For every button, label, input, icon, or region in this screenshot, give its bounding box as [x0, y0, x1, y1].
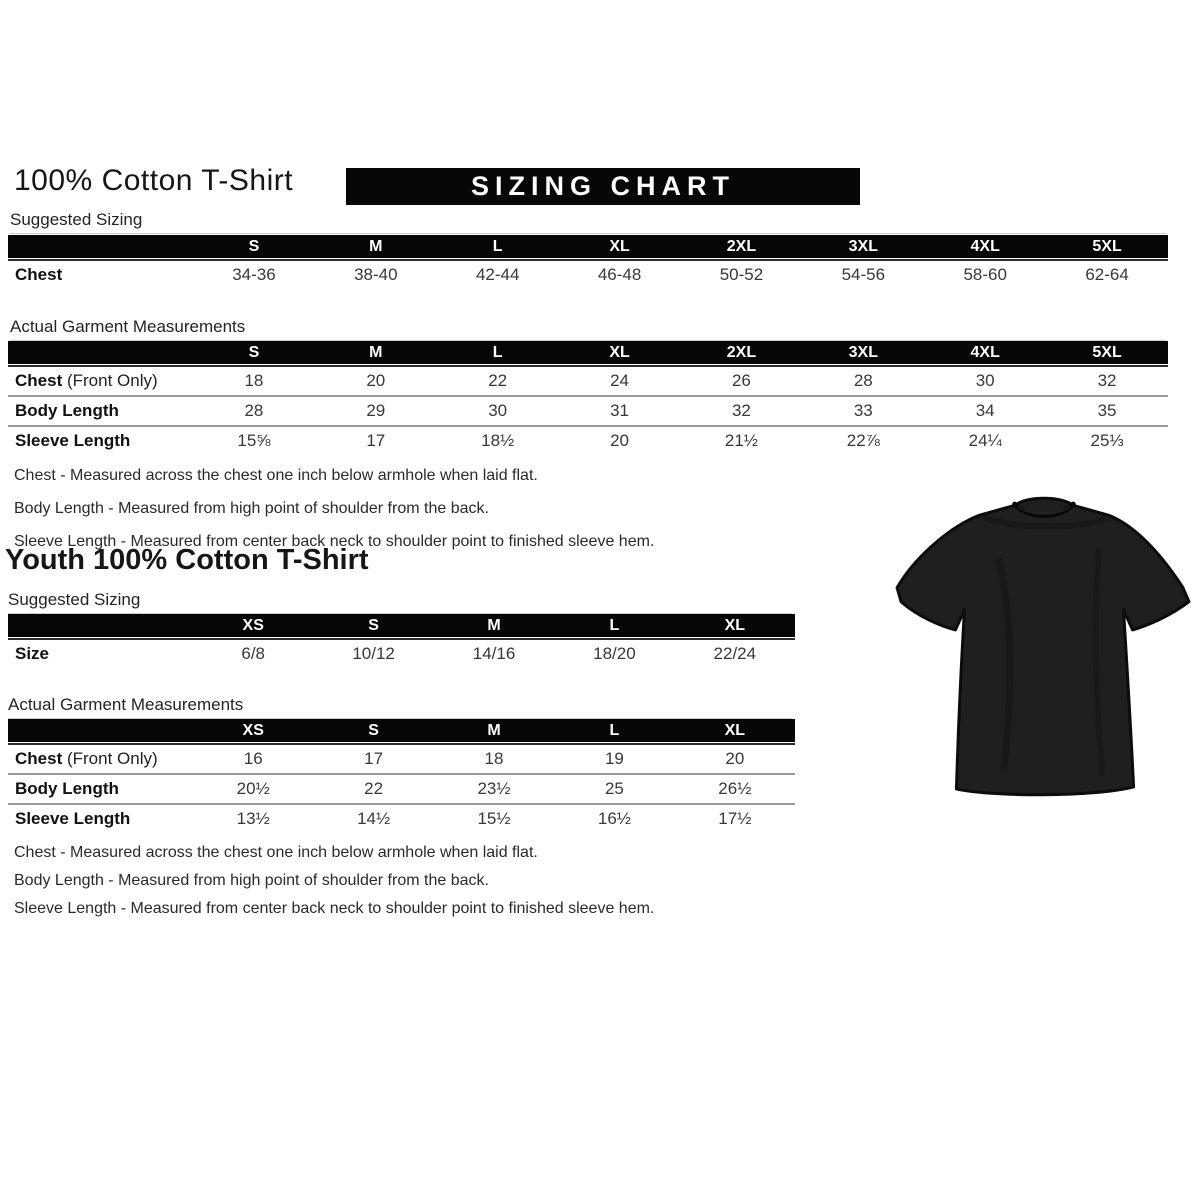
adult-measurements-label: Actual Garment Measurements [10, 317, 1166, 341]
column-header-xs: XS [242, 616, 264, 634]
row-label: Size [15, 644, 50, 663]
table-cell: 6/8 [241, 644, 266, 663]
column-header-l: L [609, 616, 620, 634]
table-cell: 26 [731, 371, 751, 390]
tshirt-silhouette [897, 498, 1189, 794]
youth-measurements-label: Actual Garment Measurements [8, 695, 792, 719]
adult-suggested-sizing-table [8, 235, 1168, 289]
table-cell: 20 [610, 431, 630, 450]
table-cell: 22 [364, 779, 384, 798]
table-cell: 14/16 [472, 644, 516, 663]
column-header-3xl: 3XL [848, 343, 878, 361]
table-cell: 23½ [477, 779, 511, 798]
table-cell: 25 [604, 779, 624, 798]
note-line: Chest - Measured across the chest one inch below armhole when laid flat. [14, 467, 538, 484]
table-cell: 32 [1097, 371, 1117, 390]
column-header-xl: XL [609, 237, 630, 255]
sizing-chart-banner: SIZING CHART [346, 168, 860, 205]
table-cell: 29 [366, 401, 386, 420]
table-header-row [8, 719, 795, 742]
table-header-row [8, 341, 1168, 364]
table-cell: 22/24 [713, 644, 757, 663]
adult-suggested-sizing-label: Suggested Sizing [10, 210, 1166, 234]
table-cell: 22⅞ [846, 431, 880, 450]
table-cell: 18 [244, 371, 264, 390]
column-header-xl: XL [724, 616, 746, 634]
table-row [8, 395, 1168, 425]
column-header-s: S [368, 616, 379, 634]
column-header-xs: XS [242, 721, 264, 739]
black-tshirt-photo [893, 489, 1195, 803]
row-label: Chest [15, 265, 63, 284]
table-cell: 35 [1097, 401, 1117, 420]
table-header-row [8, 235, 1168, 258]
column-header-m: M [369, 237, 383, 255]
table-cell: 28 [244, 401, 264, 420]
note-line: Body Length - Measured from high point of shoulder from the back. [14, 500, 489, 517]
table-cell: 20½ [236, 779, 270, 798]
youth-measurements-table [8, 719, 795, 833]
table-cell: 30 [488, 401, 508, 420]
column-header-4xl: 4XL [970, 343, 1000, 361]
youth-suggested-sizing-table [8, 614, 795, 668]
youth-suggested-sizing-label: Suggested Sizing [8, 590, 792, 614]
table-cell: 17 [366, 431, 386, 450]
column-header-m: M [369, 343, 383, 361]
column-header-m: M [487, 721, 501, 739]
column-header-l: L [609, 721, 620, 739]
adult-measurements-table [8, 341, 1168, 455]
table-row [8, 803, 795, 833]
column-header-2xl: 2XL [726, 237, 757, 255]
table-cell: 20 [725, 749, 745, 768]
column-header-4xl: 4XL [970, 237, 1000, 255]
table-cell: 10/12 [352, 644, 395, 663]
table-cell: 18 [484, 749, 504, 768]
row-label: Chest (Front Only) [15, 749, 158, 768]
table-cell: 50-52 [719, 265, 764, 284]
table-cell: 18½ [481, 431, 515, 450]
note-line: Body Length - Measured from high point of shoulder from the back. [14, 872, 489, 889]
table-cell: 42-44 [475, 265, 520, 284]
table-row [8, 745, 795, 773]
table-cell: 38-40 [354, 265, 398, 284]
table-cell: 21½ [724, 431, 758, 450]
column-header-l: L [492, 343, 503, 361]
table-cell: 13½ [236, 809, 270, 828]
table-cell: 18/20 [593, 644, 636, 663]
row-label: Chest (Front Only) [15, 371, 158, 390]
table-cell: 34-36 [232, 265, 276, 284]
row-label: Sleeve Length [15, 809, 131, 828]
table-cell: 15½ [477, 809, 511, 828]
table-cell: 22 [488, 371, 508, 390]
table-cell: 54-56 [841, 265, 886, 284]
column-header-xl: XL [724, 721, 746, 739]
row-label: Body Length [15, 401, 119, 420]
table-cell: 16½ [597, 809, 631, 828]
table-row [8, 640, 795, 668]
table-cell: 58-60 [963, 265, 1007, 284]
column-header-xl: XL [609, 343, 630, 361]
column-header-s: S [248, 343, 260, 361]
column-header-l: L [492, 237, 503, 255]
table-cell: 17 [364, 749, 384, 768]
adult-section-title: 100% Cotton T-Shirt [14, 164, 294, 197]
table-cell: 24 [610, 371, 630, 390]
row-label: Body Length [15, 779, 119, 798]
youth-section-title: Youth 100% Cotton T-Shirt [5, 544, 369, 576]
table-row [8, 773, 795, 803]
note-line: Sleeve Length - Measured from center back neck to shoulder point to finished sleeve hem. [14, 533, 655, 550]
table-header-row [8, 614, 795, 637]
table-cell: 26½ [718, 779, 752, 798]
column-header-s: S [248, 237, 260, 255]
table-cell: 24¼ [968, 431, 1002, 450]
column-header-s: S [368, 721, 379, 739]
row-label: Sleeve Length [15, 431, 131, 450]
table-row [8, 261, 1168, 289]
table-cell: 17½ [718, 809, 752, 828]
table-row [8, 425, 1168, 455]
table-cell: 34 [975, 401, 995, 420]
table-cell: 15⅝ [237, 431, 271, 450]
table-row [8, 367, 1168, 395]
table-cell: 62-64 [1085, 265, 1129, 284]
note-line: Chest - Measured across the chest one inch below armhole when laid flat. [14, 844, 538, 861]
table-cell: 46-48 [597, 265, 642, 284]
column-header-m: M [487, 616, 501, 634]
table-cell: 16 [243, 749, 263, 768]
table-cell: 32 [731, 401, 751, 420]
column-header-2xl: 2XL [726, 343, 757, 361]
column-header-3xl: 3XL [848, 237, 878, 255]
table-cell: 25⅓ [1090, 431, 1124, 450]
column-header-5xl: 5XL [1092, 343, 1122, 361]
youth-measurement-notes [14, 839, 654, 923]
column-header-5xl: 5XL [1092, 237, 1122, 255]
table-cell: 30 [975, 371, 995, 390]
table-cell: 31 [610, 401, 630, 420]
table-cell: 28 [853, 371, 873, 390]
table-cell: 33 [853, 401, 873, 420]
table-cell: 20 [366, 371, 386, 390]
table-cell: 14½ [357, 809, 391, 828]
note-line: Sleeve Length - Measured from center back neck to shoulder point to finished sleeve hem. [14, 900, 655, 917]
table-cell: 19 [604, 749, 624, 768]
